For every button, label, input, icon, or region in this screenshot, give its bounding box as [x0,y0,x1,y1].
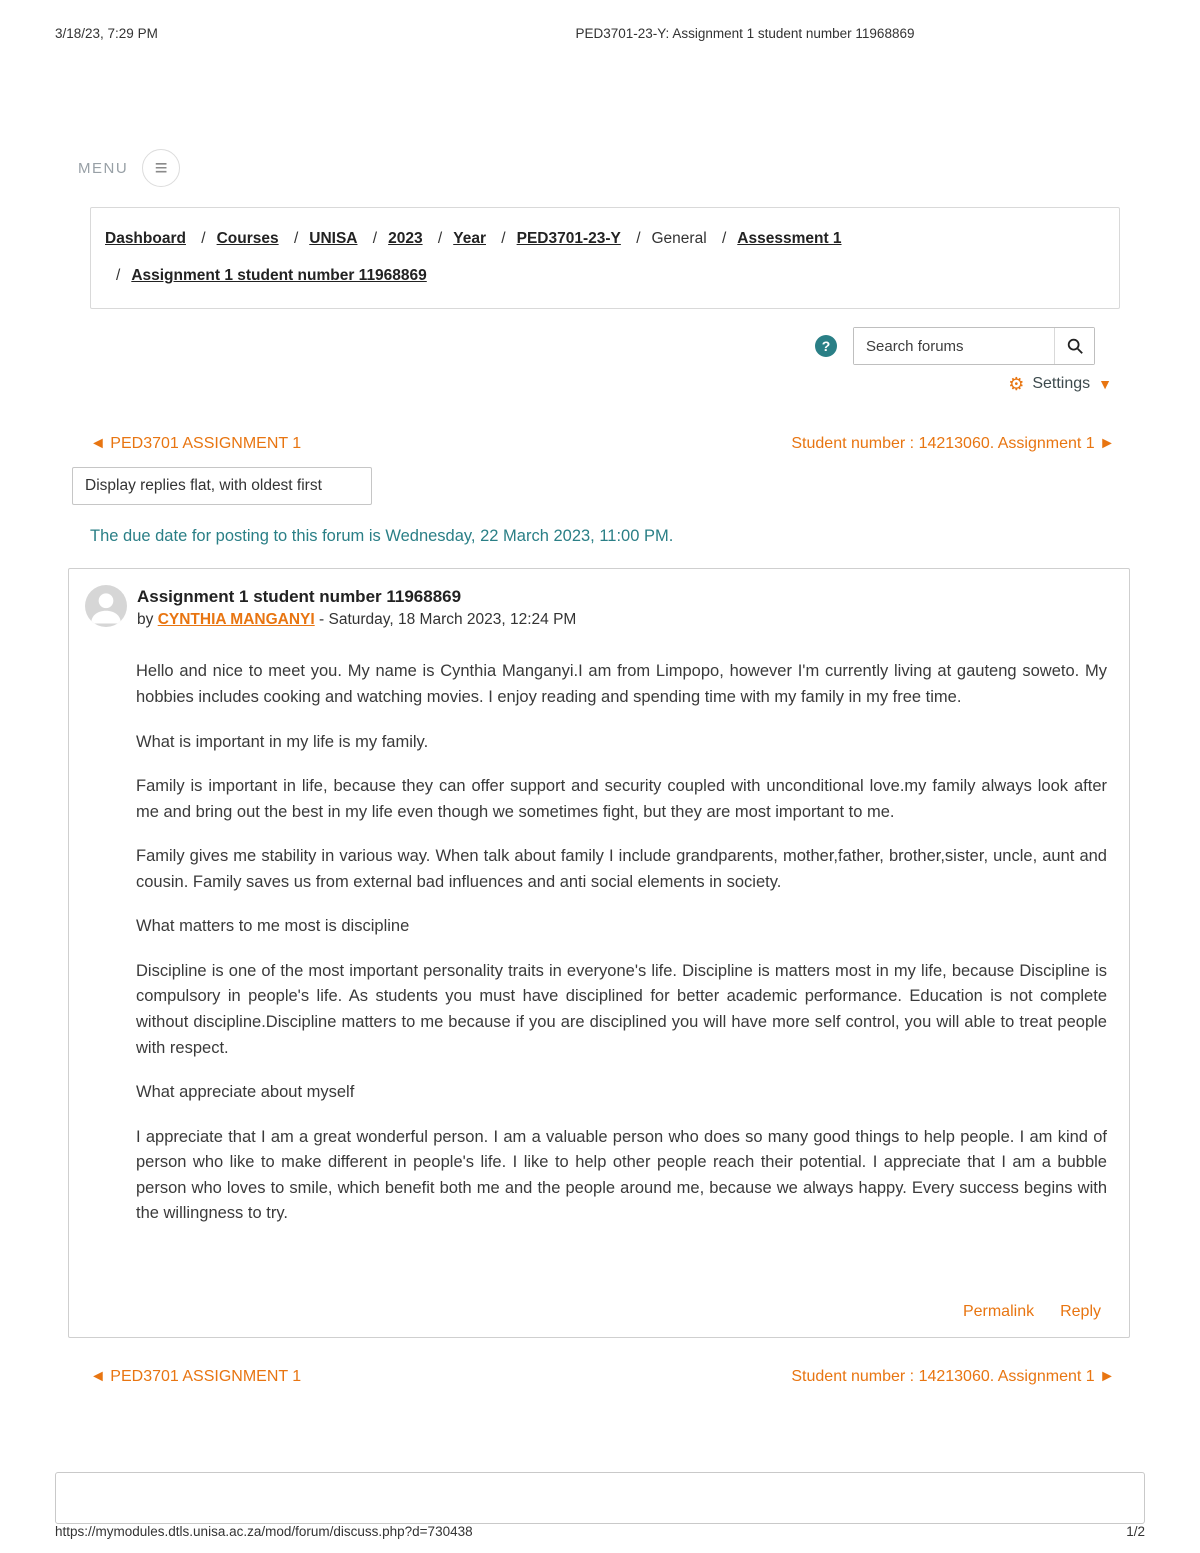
search-icon [1066,337,1084,355]
post-paragraph: What appreciate about myself [136,1083,355,1102]
menu-toggle-button[interactable] [142,149,180,187]
next-discussion-link[interactable] [791,435,1115,453]
menu-label: MENU [78,159,129,177]
print-datetime: 3/18/23, 7:29 PM [55,26,158,41]
settings-row [0,375,1112,393]
breadcrumb-separator: / [293,230,299,247]
post-title: Assignment 1 student number 11968869 [137,587,462,607]
print-footer [55,1524,1145,1539]
post-paragraph: What matters to me most is discipline [136,917,410,936]
due-date-notice: The due date for posting to this forum is Wednesday, 22 March 2023, 11:00 PM. [90,527,674,546]
breadcrumb-link-unisa[interactable]: UNISA [309,230,358,247]
breadcrumb-link-year[interactable]: Year [453,230,486,247]
discussion-nav-bottom [90,1368,1115,1386]
post-actions [963,1303,1101,1321]
avatar[interactable] [85,585,127,627]
breadcrumb-separator: / [636,230,641,247]
breadcrumb-separator: / [437,230,443,247]
breadcrumb-link-courses[interactable]: Courses [216,230,279,247]
reply-link[interactable]: Reply [1060,1303,1101,1321]
post-paragraph: Family gives me stability in various way. When talk about family I include grandparents, mother,father, brother,sister, uncle, aunt and cousin. Family saves us from external bad influences and anti social elements in society. [136,847,1107,891]
print-title: PED3701-23-Y: Assignment 1 student number 11968869 [575,26,915,41]
post-paragraph: What is important in my life is my family. [136,732,429,751]
settings-menu[interactable]: Settings [1032,375,1091,393]
breadcrumb-link-assessment-1[interactable]: Assessment 1 [737,230,842,247]
post-body [69,629,1129,1227]
post-paragraph: Hello and nice to meet you. My name is Cynthia Manganyi.I am from Limpopo, however I'm currently living at gauteng soweto. My hobbies includes cooking and watching movies. I enjoy reading and spending time with my family in my free time. [136,662,1107,706]
display-mode-select[interactable]: Display replies flat, with oldest first [72,467,372,505]
next-post-card-partial [55,1472,1145,1524]
post-paragraph: Discipline is one of the most important personality traits in everyone's life. Discipline is matters most in my life, because Discipline is compulsory in people's life. As students you must have disciplined for better academic performance. Education is not complete without discipline.Discipline matters to me because if you are disciplined you will have more self control, you will able to treat people with respect. [136,961,1107,1057]
search-forums-input[interactable] [854,328,1054,364]
post-head-text [137,585,576,629]
chevron-down-icon: ▼ [1098,376,1112,393]
user-icon [85,585,127,627]
breadcrumb-separator: / [501,230,506,247]
search-button[interactable] [1054,328,1094,364]
search-row [0,327,1095,365]
byline-suffix: - Saturday, 18 March 2023, 12:24 PM [319,611,577,629]
next-discussion-label: Student number : 14213060. Assignment 1 [791,435,1095,453]
print-footer-page-number: 1/2 [1126,1524,1145,1539]
prev-discussion-label: PED3701 ASSIGNMENT 1 [110,435,302,453]
menu-row [78,149,1200,187]
breadcrumb [90,207,1120,309]
breadcrumb-separator: / [721,230,727,247]
prev-discussion-link[interactable] [90,1368,301,1386]
author-link[interactable]: CYNTHIA MANGANYI [157,611,315,629]
help-icon[interactable]: ? [815,335,837,357]
forum-post-card [68,568,1130,1338]
breadcrumb-item-general: General [651,230,707,247]
next-arrow-icon: ► [1099,1368,1115,1386]
breadcrumb-link-course-code[interactable]: PED3701-23-Y [516,230,621,247]
post-paragraph: I appreciate that I am a great wonderful person. I am a valuable person who does so many good things to help people. I am kind of person who like to make different in people's life. I like to help other people reach their potential. I appreciate that I am a bubble person who loves to smile, which benefit both me and the people around me, because we always happy. Every success begins with the willingness to try. [136,1127,1107,1223]
next-discussion-label: Student number : 14213060. Assignment 1 [791,1368,1095,1386]
post-byline [137,611,576,629]
discussion-nav-top [90,435,1115,453]
prev-arrow-icon: ◄ [90,1368,106,1386]
byline-prefix: by [137,611,154,629]
search-forums-group [853,327,1095,365]
permalink-link[interactable]: Permalink [962,1303,1035,1321]
prev-discussion-label: PED3701 ASSIGNMENT 1 [110,1368,302,1386]
breadcrumb-link-dashboard[interactable]: Dashboard [105,230,186,247]
gear-icon: ⚙ [1008,374,1025,395]
hamburger-icon: ≡ [154,155,168,180]
next-arrow-icon: ► [1099,435,1115,453]
breadcrumb-separator: / [116,267,121,285]
print-header [0,0,1200,41]
breadcrumb-separator: / [201,230,206,247]
breadcrumb-link-discussion[interactable]: Assignment 1 student number 11968869 [131,267,427,285]
post-header [69,585,1129,629]
prev-discussion-link[interactable] [90,435,301,453]
breadcrumb-separator: / [372,230,378,247]
next-discussion-link[interactable] [791,1368,1115,1386]
breadcrumb-link-2023[interactable]: 2023 [388,230,423,247]
prev-arrow-icon: ◄ [90,435,106,453]
print-footer-url: https://mymodules.dtls.unisa.ac.za/mod/forum/discuss.php?d=730438 [55,1524,473,1539]
post-paragraph: Family is important in life, because they can offer support and security coupled with unconditional love.my family always look after me and bring out the best in my life even though we sometimes fight, but they are most important to me. [136,777,1107,821]
